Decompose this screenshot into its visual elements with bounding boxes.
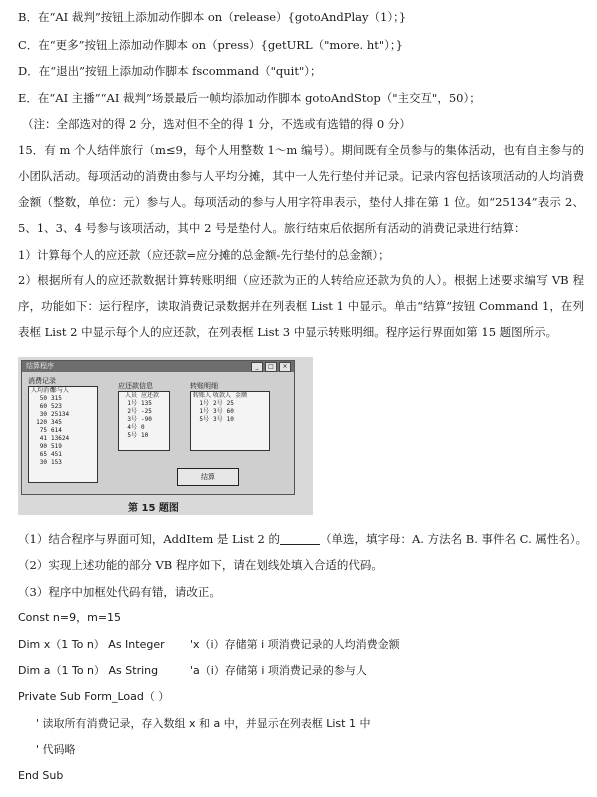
- sub-question-3: （3）程序中加框处代码有错，请改正。: [18, 585, 221, 599]
- list1-cell: 90: [39, 443, 47, 450]
- option-b: B．在“AI 裁判”按钮上添加动作脚本 on（release）{gotoAndPlay（1）；}: [18, 10, 407, 24]
- list2-cell: -25: [141, 408, 152, 415]
- list2-cell: -90: [141, 416, 152, 423]
- list1-cell: 345: [51, 419, 62, 426]
- list1-cell: 30: [39, 459, 47, 466]
- question-15-intro: 15．有 m 个人结伴旅行（m≤9，每个人用整数 1～m 编号）。期间既有全员参与的集体活动，也有自主参与的小团队活动。每项活动的消费由参与人平均分摊，其中一人先行垫付并记录。记录内容包括该项活动的人均消费金额（整数，单位：元）参与人。每项活动的参与人用字符串表示，垫付人排在第 1 位。如“25134”表示 2、5、1、3、4 号参与该项活动，其中 2 号是垫付人。旅行结束后依据所有活动的消费记录进行结算：: [18, 143, 584, 235]
- sub-question-2: （2）实现上述功能的部分 VB 程序如下，请在划线处填入合适的代码。: [18, 558, 383, 572]
- list1-row[interactable]: [29, 403, 97, 411]
- list1-cell: 65: [39, 451, 47, 458]
- close-icon[interactable]: ×: [279, 362, 291, 372]
- code-line-end-sub: End Sub: [18, 769, 64, 782]
- window-title: 结算程序: [26, 362, 54, 370]
- code-comment-read: ' 读取所有消费记录，存入数组 x 和 a 中，并显示在列表框 List 1 中: [36, 717, 371, 730]
- list3-cell: 3号: [213, 416, 223, 423]
- code-line-const: Const n=9，m=15: [18, 611, 122, 624]
- list2-cell: 4号: [127, 424, 137, 431]
- list2-row[interactable]: [119, 408, 169, 416]
- list1-cell: 315: [51, 395, 62, 402]
- code-line-dim-a: Dim a（1 To n） As String: [18, 664, 159, 677]
- list2-header: 人员 应还款: [124, 392, 160, 399]
- list1-label: 消费记录: [28, 377, 56, 385]
- list2-cell: 0: [141, 424, 145, 431]
- list1-row[interactable]: [29, 451, 97, 459]
- option-c: C．在“更多”按钮上添加动作脚本 on（press）{getURL（"more. ht"）；}: [18, 38, 403, 52]
- list2-cell: 135: [141, 400, 152, 407]
- list1-row[interactable]: [29, 395, 97, 403]
- question-15-point-2: 2）根据所有人的应还款数据计算转账明细（应还款为正的人转给应还款为负的人）。根据上述要求编写 VB 程序，功能如下：运行程序，读取消费记录数据并在列表框 List 1 中显示。单击“结算”按钮 Command 1，在列表框 List 2 中显示每个人的应还款，在列表框 List 3 中显示转账明细。程序运行界面如第 15 题图所示。: [18, 273, 584, 339]
- sub-question-1: （1）结合程序与界面可知，AddItem 是 List 2 的 （单选，填字母：A. 方法名 B. 事件名 C. 属性名）。: [18, 532, 588, 546]
- program-figure: [18, 357, 313, 515]
- list1-row[interactable]: [29, 459, 97, 467]
- list3-cell: 3号: [213, 408, 223, 415]
- list2-cell: 3号: [127, 416, 137, 423]
- list1-cell: 30: [39, 411, 47, 418]
- list2-cell: 5号: [127, 432, 137, 439]
- list1-cell: 614: [51, 427, 62, 434]
- list2-row[interactable]: [119, 432, 169, 440]
- list1-cell: 451: [51, 451, 62, 458]
- list3-cell: 1号: [199, 408, 209, 415]
- list1-cell: 75: [39, 427, 47, 434]
- list3-header: 转账人 收款人 金额: [193, 392, 248, 399]
- list3-row[interactable]: [191, 400, 269, 408]
- list1-row[interactable]: [29, 427, 97, 435]
- list3-cell: 25: [226, 400, 234, 407]
- code-comment-x: 'x（i）存储第 i 项消费记录的人均消费金额: [190, 638, 400, 651]
- list2-cell: 2号: [127, 408, 137, 415]
- settle-button[interactable]: 结算: [177, 468, 239, 486]
- list3-listbox[interactable]: [190, 391, 270, 451]
- minimize-icon[interactable]: _: [251, 362, 263, 372]
- list1-header: 人均消费 参与人: [31, 387, 70, 394]
- list1-cell: 519: [51, 443, 62, 450]
- list3-label: 转账明细: [190, 382, 218, 390]
- list2-label: 应还款信息: [118, 382, 153, 390]
- list1-listbox[interactable]: [28, 386, 98, 483]
- list2-row[interactable]: [119, 400, 169, 408]
- list1-cell: 120: [36, 419, 47, 426]
- code-line-dim-x: Dim x（1 To n） As Integer: [18, 638, 165, 651]
- scoring-note: （注：全部选对的得 2 分，选对但不全的得 1 分，不选或有选错的得 0 分）: [22, 117, 411, 131]
- list3-cell: 5号: [199, 416, 209, 423]
- list1-row[interactable]: [29, 411, 97, 419]
- list1-row[interactable]: [29, 419, 97, 427]
- list1-cell: 13624: [51, 435, 70, 442]
- list1-cell: 25134: [51, 411, 70, 418]
- option-e: E．在“AI 主播”“AI 裁判”场景最后一帧均添加动作脚本 gotoAndStop（"主交互"，50）；: [18, 91, 481, 105]
- code-line-form-load: Private Sub Form_Load（ ）: [18, 690, 170, 703]
- list1-cell: 153: [51, 459, 62, 466]
- list3-row[interactable]: [191, 408, 269, 416]
- list3-cell: 60: [226, 408, 234, 415]
- list3-row[interactable]: [191, 416, 269, 424]
- figure-caption: 第 15 题图: [128, 503, 179, 514]
- program-window: [21, 360, 295, 495]
- list1-cell: 41: [39, 435, 47, 442]
- question-15-point-1: 1）计算每个人的应还款（应还款=应分摊的总金额-先行垫付的总金额）；: [18, 248, 390, 262]
- list2-cell: 1号: [127, 400, 137, 407]
- list3-cell: 1号: [199, 400, 209, 407]
- list2-cell: 10: [141, 432, 149, 439]
- maximize-icon[interactable]: □: [265, 362, 277, 372]
- list1-row[interactable]: [29, 443, 97, 451]
- list2-row[interactable]: [119, 424, 169, 432]
- list1-cell: 523: [51, 403, 62, 410]
- list1-cell: 50: [39, 395, 47, 402]
- answer-blank[interactable]: [280, 532, 320, 545]
- list2-listbox[interactable]: [118, 391, 170, 451]
- list1-row[interactable]: [29, 435, 97, 443]
- option-d: D．在“退出”按钮上添加动作脚本 fscommand（"quit"）；: [18, 64, 322, 78]
- list3-cell: 10: [226, 416, 234, 423]
- code-comment-omitted: ' 代码略: [36, 743, 76, 756]
- list2-row[interactable]: [119, 416, 169, 424]
- list3-cell: 2号: [213, 400, 223, 407]
- list1-cell: 60: [39, 403, 47, 410]
- code-comment-a: 'a（i）存储第 i 项消费记录的参与人: [190, 664, 367, 677]
- window-titlebar: [22, 361, 294, 372]
